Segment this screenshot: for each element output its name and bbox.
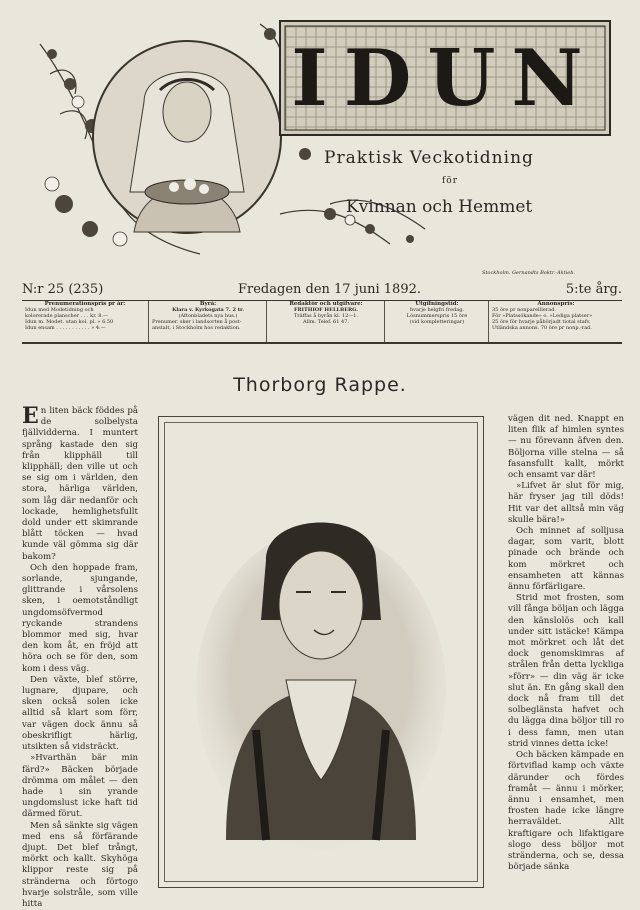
article-paragraph: vägen dit ned. Knappt en liten flik af himlen syntes — nu förevann äfven den. Böljorna ville stelna — så fasansfullt kallt, mörkt och ensamt var där! — [508, 414, 624, 481]
article-headline: Thorborg Rappe. — [233, 374, 407, 396]
info-annons: Annonspris: 35 öre pr nonparelllerad. För »Platssökande» o. »Lediga platser» 25 öre för hvarje påbörjadt tiotal stafv. Utländska annons. 70 öre pr nonp.-rad. — [488, 301, 623, 342]
idun-figure-illustration — [94, 42, 280, 232]
article-paragraph: Och bäcken kämpade en förtviflad kamp och växte därunder och fördes framåt — ännu i mörker, ännu i ensamhet, men frosten hade icke längre herraväldet. Allt kraftigare och lifaktigare slogo dess böljor mot stränderna, och se, dessa började sänka — [508, 750, 624, 873]
masthead-title-box — [279, 20, 611, 136]
article-paragraph: Strid mot frosten, som vill fånga böljan och lägga den känslolös och kall under sitt istäcke! Kämpa mot mörkret och låt det dock genomskimras af strålen från detta lyckliga »förr» — din väg är icke slut än. En gång skall den dock nå fram till det solbeglänsta hafvet och du lägga dina böljor till ro i dess famn, men utan strid vinnes detta icke! — [508, 593, 624, 749]
drop-cap: E — [22, 403, 39, 429]
thorborg-rappe-portrait — [196, 500, 446, 840]
article-column-right — [508, 414, 624, 873]
masthead-subtitle-audience: Kvinnan och Hemmet — [346, 197, 533, 217]
masthead-title: IDUN — [291, 33, 599, 124]
issue-number: N:r 25 (235) — [22, 282, 104, 297]
article-paragraph: Och den hoppade fram, sorlande, sjungande, glittrande i vårsolens sken, i oemotståndligt ungdomsöfvermod ryckande strandens blommor med sig, hvar den kom åt, en fröjd att höra och se för den, som kom i dess väg. — [22, 562, 138, 674]
article-paragraph: »Lifvet är slut för mig, här fryser jag till döds! Hit var det alltså min väg skulle bära!» — [508, 481, 624, 525]
article-paragraph: Men så sänkte sig vägen med ens så förfärande djupt. Det blef trångt, mörkt och kallt. Skyhöga klippor reste sig på stränderna och förtogo hvarje solstråle, som ville hitta — [22, 820, 138, 909]
article-column-left — [22, 403, 138, 909]
article-paragraph: Och minnet af solljusa dagar, som varit, blott pinade och brände och kom mörkret och ensamheten att kännas ännu förfärligare. — [508, 526, 624, 593]
info-redaktor: Redaktör och utgifvare: FRITHIOF HELLBERG. Träffas å byrån kl. 12—1. Allm. Telef. 61 47. — [266, 301, 385, 342]
article-paragraph: »Hvarthän bär min färd?» Bäcken började drömma om målet — den hade i sin yrande ungdomslust icke haft tid därmed förut. — [22, 753, 138, 820]
article-paragraph: En liten bäck föddes på de solbelysta fjällvidderna. I muntert språng kastade den sig från klipphäll till klipphäll; den ville ut och se sig om i världen, den stora, härliga världen, som låg där nedanför och lockade, hemlighetsfullt dold under ett skimrande blått töcken — hvad kunde väl gömma sig där bakom? — [22, 403, 138, 562]
issue-date: Fredagen den 17 juni 1892. — [238, 282, 421, 297]
info-utgifning: Utgifningstid: hvarje helgfri fredag. Lösnummerspris 15 öre (vid kompletteringar) — [384, 301, 489, 342]
issue-year: 5:te årg. — [565, 282, 622, 297]
masthead-subtitle-for: för — [441, 176, 459, 186]
masthead-portrait — [92, 40, 282, 234]
issue-line — [22, 280, 622, 301]
printer-credit: Stockholm. Gernandts Boktr.-Aktieb. — [482, 270, 575, 276]
article-paragraph: Den växte, blef större, lugnare, djupare, och sken också solen icke alltid så klart som förr, var vägen dock ännu så obeskrifligt härlig, utsikten så vidsträckt. — [22, 674, 138, 753]
masthead-subtitle: Praktisk Veckotidning — [324, 148, 534, 168]
info-byra: Byrå: Klara v. Kyrkogata 7. 2 tr. (Aftonbladets nya hus.) Prenumer. sker i landsorten å post- anstalt, i Stockholm hos redaktion. — [148, 301, 267, 342]
info-boxes — [22, 301, 622, 344]
info-prenumeration: Prenumerationspris pr år: Idun med Modetidning och kolorerade planscher . . . kr. 8.— Idun m. Modet. utan kol. pl. » 6.50 Idun ensam . . . . . . . . . . . » 4.— — [25, 301, 126, 331]
